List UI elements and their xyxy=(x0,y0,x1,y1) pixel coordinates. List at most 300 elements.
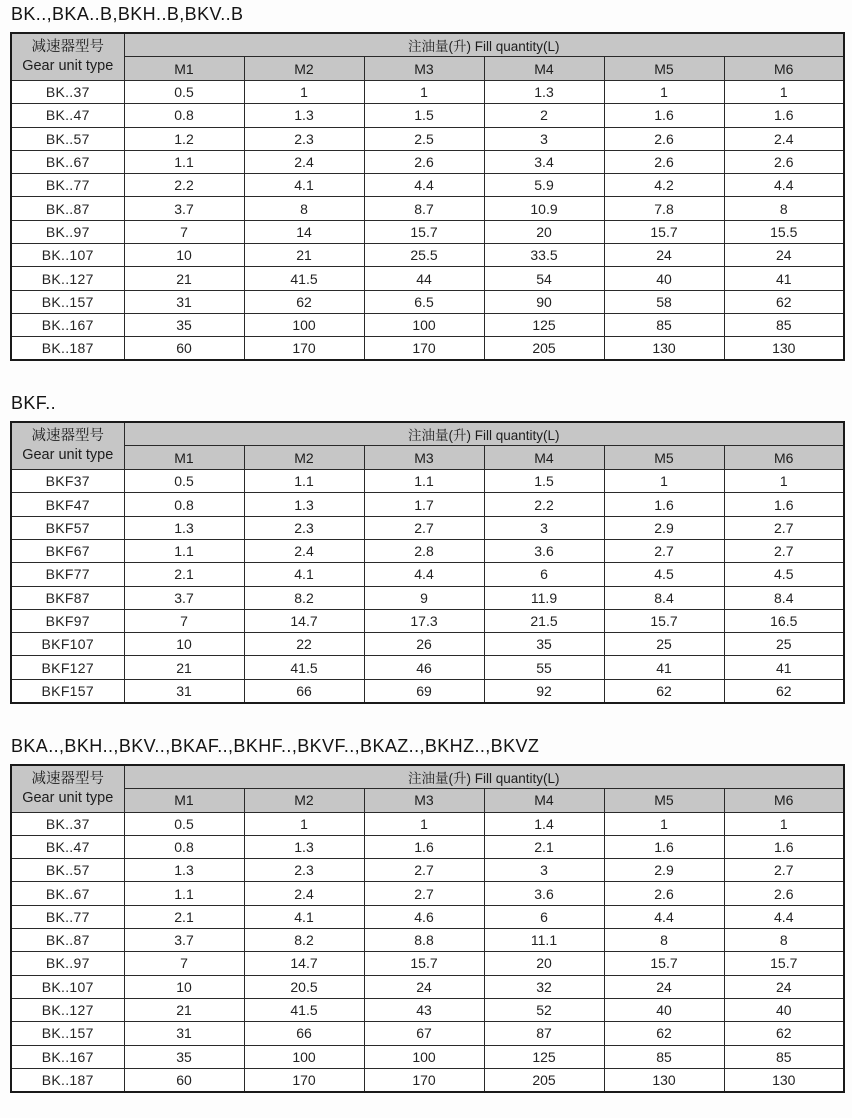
fill-quantity-cell: 4.4 xyxy=(364,174,484,197)
column-header-m3: M3 xyxy=(364,57,484,81)
fill-quantity-cell: 24 xyxy=(724,975,844,998)
fill-quantity-cell: 1.3 xyxy=(244,493,364,516)
fill-quantity-cell: 2.6 xyxy=(724,882,844,905)
fill-quantity-cell: 1.5 xyxy=(364,104,484,127)
fill-quantity-cell: 1 xyxy=(604,81,724,104)
fill-quantity-cell: 67 xyxy=(364,1022,484,1045)
fill-quantity-cell: 8.4 xyxy=(604,586,724,609)
table-body xyxy=(11,470,844,703)
fill-quantity-cell: 3.6 xyxy=(484,539,604,562)
fill-quantity-cell: 11.9 xyxy=(484,586,604,609)
fill-quantity-cell: 24 xyxy=(604,975,724,998)
table-row xyxy=(11,975,844,998)
table-row xyxy=(11,679,844,702)
gear-unit-model-cell: BK..77 xyxy=(11,174,124,197)
gear-unit-model-cell: BK..37 xyxy=(11,81,124,104)
table-row xyxy=(11,1068,844,1091)
fill-quantity-cell: 1.1 xyxy=(124,150,244,173)
fill-quantity-cell: 1 xyxy=(364,812,484,835)
fill-quantity-cell: 35 xyxy=(484,633,604,656)
fill-quantity-cell: 2.3 xyxy=(244,516,364,539)
fill-quantity-cell: 31 xyxy=(124,1022,244,1045)
fill-quantity-cell: 15.5 xyxy=(724,220,844,243)
table-row xyxy=(11,835,844,858)
fill-quantity-cell: 2.3 xyxy=(244,859,364,882)
fill-quantity-cell: 1 xyxy=(244,812,364,835)
fill-quantity-cell: 4.4 xyxy=(604,905,724,928)
fill-quantity-cell: 1.3 xyxy=(244,104,364,127)
fill-quantity-cell: 2.1 xyxy=(124,563,244,586)
gear-unit-model-cell: BKF57 xyxy=(11,516,124,539)
table-row xyxy=(11,337,844,360)
fill-quantity-cell: 125 xyxy=(484,1045,604,1068)
fill-quantity-cell: 1.6 xyxy=(724,104,844,127)
gear-unit-model-cell: BKF157 xyxy=(11,679,124,702)
gear-unit-model-cell: BKF97 xyxy=(11,609,124,632)
fill-quantity-cell: 3.4 xyxy=(484,150,604,173)
fill-quantity-cell: 15.7 xyxy=(364,952,484,975)
fill-quantity-cell: 85 xyxy=(604,1045,724,1068)
fill-quantity-cell: 15.7 xyxy=(604,609,724,632)
fill-quantity-cell: 7 xyxy=(124,609,244,632)
fill-quantity-cell: 21.5 xyxy=(484,609,604,632)
fill-quantity-cell: 1.6 xyxy=(364,835,484,858)
fill-quantity-cell: 4.1 xyxy=(244,563,364,586)
gear-unit-model-cell: BK..187 xyxy=(11,1068,124,1091)
table-row xyxy=(11,244,844,267)
table-row xyxy=(11,882,844,905)
fill-quantity-cell: 24 xyxy=(364,975,484,998)
fill-quantity-cell: 1.1 xyxy=(364,470,484,493)
fill-quantity-cell: 17.3 xyxy=(364,609,484,632)
gear-unit-type-header xyxy=(11,33,124,81)
fill-quantity-cell: 4.1 xyxy=(244,174,364,197)
gear-unit-model-cell: BK..127 xyxy=(11,267,124,290)
fill-quantity-cell: 2.4 xyxy=(724,127,844,150)
fill-quantity-cell: 62 xyxy=(604,679,724,702)
fill-quantity-cell: 21 xyxy=(244,244,364,267)
table-header xyxy=(11,33,844,81)
fill-quantity-cell: 55 xyxy=(484,656,604,679)
fill-quantity-cell: 0.5 xyxy=(124,81,244,104)
fill-quantity-cell: 8 xyxy=(724,197,844,220)
table-row xyxy=(11,104,844,127)
gear-unit-model-cell: BK..47 xyxy=(11,835,124,858)
fill-quantity-cell: 1 xyxy=(364,81,484,104)
fill-quantity-cell: 69 xyxy=(364,679,484,702)
fill-quantity-cell: 3 xyxy=(484,859,604,882)
fill-quantity-cell: 4.4 xyxy=(724,905,844,928)
fill-quantity-cell: 6.5 xyxy=(364,290,484,313)
fill-quantity-cell: 100 xyxy=(364,1045,484,1068)
gear-unit-model-cell: BK..167 xyxy=(11,1045,124,1068)
fill-quantity-cell: 2.7 xyxy=(724,539,844,562)
column-header-m5: M5 xyxy=(604,788,724,812)
fill-quantity-cell: 1.6 xyxy=(604,104,724,127)
fill-quantity-cell: 1.3 xyxy=(244,835,364,858)
table-row xyxy=(11,150,844,173)
fill-quantity-cell: 2.4 xyxy=(244,882,364,905)
fill-quantity-cell: 170 xyxy=(244,1068,364,1091)
gear-unit-model-cell: BK..47 xyxy=(11,104,124,127)
fill-quantity-cell: 43 xyxy=(364,998,484,1021)
column-header-m4: M4 xyxy=(484,446,604,470)
fill-quantity-cell: 14.7 xyxy=(244,952,364,975)
fill-quantity-cell: 7.8 xyxy=(604,197,724,220)
fill-quantity-cell: 2.6 xyxy=(604,127,724,150)
fill-quantity-cell: 2.1 xyxy=(124,905,244,928)
fill-quantity-cell: 1.6 xyxy=(724,835,844,858)
gear-unit-model-cell: BK..107 xyxy=(11,244,124,267)
fill-quantity-cell: 16.5 xyxy=(724,609,844,632)
fill-quantity-cell: 2.7 xyxy=(364,516,484,539)
fill-quantity-cell: 6 xyxy=(484,905,604,928)
table-row xyxy=(11,563,844,586)
fill-quantity-cell: 205 xyxy=(484,337,604,360)
gear-unit-type-label-en: Gear unit type xyxy=(22,789,114,806)
table-row xyxy=(11,952,844,975)
gear-unit-model-cell: BK..87 xyxy=(11,929,124,952)
fill-quantity-cell: 31 xyxy=(124,290,244,313)
fill-quantity-cell: 8.2 xyxy=(244,586,364,609)
fill-quantity-cell: 15.7 xyxy=(724,952,844,975)
fill-quantity-cell: 20 xyxy=(484,220,604,243)
table-title: BK..,BKA..B,BKH..B,BKV..B xyxy=(11,4,244,24)
fill-quantity-cell: 33.5 xyxy=(484,244,604,267)
gear-unit-type-label-en: Gear unit type xyxy=(22,58,114,74)
fill-quantity-cell: 41.5 xyxy=(244,998,364,1021)
fill-quantity-cell: 7 xyxy=(124,220,244,243)
gear-unit-model-cell: BK..97 xyxy=(11,220,124,243)
column-header-m1: M1 xyxy=(124,57,244,81)
table-row xyxy=(11,586,844,609)
fill-quantity-cell: 9 xyxy=(364,586,484,609)
column-header-m5: M5 xyxy=(604,57,724,81)
fill-quantity-cell: 2.7 xyxy=(724,859,844,882)
table-row xyxy=(11,998,844,1021)
fill-quantity-cell: 3 xyxy=(484,516,604,539)
fill-quantity-cell: 0.8 xyxy=(124,835,244,858)
fill-quantity-cell: 54 xyxy=(484,267,604,290)
fill-quantity-cell: 2.6 xyxy=(364,150,484,173)
fill-quantity-cell: 31 xyxy=(124,679,244,702)
column-header-m2: M2 xyxy=(244,57,364,81)
gear-unit-type-label-en: Gear unit type xyxy=(22,447,114,464)
gear-unit-model-cell: BK..97 xyxy=(11,952,124,975)
fill-quantity-cell: 25.5 xyxy=(364,244,484,267)
gear-unit-model-cell: BKF67 xyxy=(11,539,124,562)
fill-quantity-cell: 1.3 xyxy=(124,516,244,539)
fill-quantity-cell: 44 xyxy=(364,267,484,290)
gear-unit-model-cell: BKF77 xyxy=(11,563,124,586)
fill-quantity-cell: 8.8 xyxy=(364,929,484,952)
fill-quantity-cell: 32 xyxy=(484,975,604,998)
table-row xyxy=(11,656,844,679)
gear-unit-model-cell: BK..57 xyxy=(11,127,124,150)
fill-quantity-cell: 40 xyxy=(724,998,844,1021)
fill-quantity-cell: 170 xyxy=(364,1068,484,1091)
fill-quantity-cell: 205 xyxy=(484,1068,604,1091)
fill-quantity-cell: 8.7 xyxy=(364,197,484,220)
fill-quantity-cell: 8.2 xyxy=(244,929,364,952)
fill-quantity-cell: 24 xyxy=(724,244,844,267)
fill-quantity-cell: 90 xyxy=(484,290,604,313)
fill-quantity-cell: 2.9 xyxy=(604,516,724,539)
column-header-m2: M2 xyxy=(244,788,364,812)
fill-quantity-cell: 58 xyxy=(604,290,724,313)
fill-quantity-cell: 8 xyxy=(724,929,844,952)
fill-quantity-cell: 2.6 xyxy=(724,150,844,173)
fill-quantity-cell: 15.7 xyxy=(364,220,484,243)
fill-quantity-header: 注油量(升) Fill quantity(L) xyxy=(124,765,844,789)
fill-quantity-cell: 10.9 xyxy=(484,197,604,220)
fill-quantity-cell: 1.1 xyxy=(124,882,244,905)
fill-quantity-cell: 8 xyxy=(604,929,724,952)
fill-quantity-cell: 1.1 xyxy=(244,470,364,493)
column-header-m1: M1 xyxy=(124,446,244,470)
fill-quantity-cell: 22 xyxy=(244,633,364,656)
table-header xyxy=(11,422,844,470)
column-header-m5: M5 xyxy=(604,446,724,470)
column-header-m2: M2 xyxy=(244,446,364,470)
fill-quantity-cell: 62 xyxy=(604,1022,724,1045)
fill-quantity-cell: 3.7 xyxy=(124,586,244,609)
fill-quantity-cell: 125 xyxy=(484,313,604,336)
gear-unit-model-cell: BKF37 xyxy=(11,470,124,493)
fill-quantity-cell: 1.3 xyxy=(124,859,244,882)
fill-quantity-cell: 2.4 xyxy=(244,539,364,562)
table-row xyxy=(11,633,844,656)
table-row xyxy=(11,859,844,882)
fill-quantity-cell: 0.5 xyxy=(124,812,244,835)
fill-quantity-cell: 10 xyxy=(124,975,244,998)
fill-quantity-cell: 41.5 xyxy=(244,656,364,679)
fill-quantity-table xyxy=(10,764,845,1093)
fill-quantity-cell: 7 xyxy=(124,952,244,975)
gear-unit-type-label-zh: 减速器型号 xyxy=(31,770,104,787)
table-row xyxy=(11,470,844,493)
gear-unit-model-cell: BK..67 xyxy=(11,882,124,905)
fill-quantity-cell: 8.4 xyxy=(724,586,844,609)
fill-quantity-header: 注油量(升) Fill quantity(L) xyxy=(124,33,844,57)
fill-quantity-cell: 1.6 xyxy=(724,493,844,516)
table-row xyxy=(11,313,844,336)
fill-quantity-cell: 2.8 xyxy=(364,539,484,562)
table-body xyxy=(11,812,844,1092)
fill-quantity-cell: 24 xyxy=(604,244,724,267)
fill-quantity-cell: 2.7 xyxy=(724,516,844,539)
fill-quantity-cell: 35 xyxy=(124,313,244,336)
fill-quantity-cell: 15.7 xyxy=(604,220,724,243)
fill-quantity-cell: 4.4 xyxy=(364,563,484,586)
fill-quantity-cell: 2.2 xyxy=(484,493,604,516)
fill-quantity-cell: 5.9 xyxy=(484,174,604,197)
fill-quantity-cell: 130 xyxy=(604,337,724,360)
gear-unit-model-cell: BK..87 xyxy=(11,197,124,220)
fill-quantity-cell: 20 xyxy=(484,952,604,975)
fill-quantity-cell: 85 xyxy=(604,313,724,336)
fill-quantity-cell: 2.5 xyxy=(364,127,484,150)
gear-unit-model-cell: BK..157 xyxy=(11,1022,124,1045)
fill-quantity-cell: 10 xyxy=(124,633,244,656)
column-header-m3: M3 xyxy=(364,446,484,470)
gear-unit-type-label-zh: 减速器型号 xyxy=(31,428,104,445)
fill-quantity-cell: 40 xyxy=(604,267,724,290)
fill-quantity-cell: 0.8 xyxy=(124,104,244,127)
fill-quantity-cell: 10 xyxy=(124,244,244,267)
fill-quantity-cell: 11.1 xyxy=(484,929,604,952)
fill-quantity-cell: 2.7 xyxy=(604,539,724,562)
fill-quantity-cell: 6 xyxy=(484,563,604,586)
fill-quantity-cell: 2.1 xyxy=(484,835,604,858)
table-row xyxy=(11,493,844,516)
fill-quantity-cell: 1.2 xyxy=(124,127,244,150)
fill-quantity-cell: 1.1 xyxy=(124,539,244,562)
fill-quantity-cell: 2 xyxy=(484,104,604,127)
gear-unit-type-header xyxy=(11,765,124,813)
fill-quantity-cell: 1.6 xyxy=(604,493,724,516)
fill-quantity-cell: 41.5 xyxy=(244,267,364,290)
fill-quantity-cell: 2.9 xyxy=(604,859,724,882)
gear-unit-model-cell: BK..167 xyxy=(11,313,124,336)
fill-quantity-cell: 1.3 xyxy=(484,81,604,104)
fill-quantity-cell: 4.6 xyxy=(364,905,484,928)
column-header-m6: M6 xyxy=(724,446,844,470)
gear-unit-model-cell: BK..37 xyxy=(11,812,124,835)
gear-unit-type-label-zh: 减速器型号 xyxy=(31,39,104,56)
table-row xyxy=(11,267,844,290)
fill-quantity-cell: 130 xyxy=(604,1068,724,1091)
column-header-m6: M6 xyxy=(724,788,844,812)
fill-quantity-cell: 1 xyxy=(724,81,844,104)
fill-quantity-cell: 0.8 xyxy=(124,493,244,516)
table-row xyxy=(11,127,844,150)
table-row xyxy=(11,81,844,104)
fill-quantity-cell: 20.5 xyxy=(244,975,364,998)
column-header-m4: M4 xyxy=(484,57,604,81)
gear-unit-model-cell: BKF87 xyxy=(11,586,124,609)
fill-quantity-cell: 0.5 xyxy=(124,470,244,493)
fill-quantity-cell: 4.4 xyxy=(724,174,844,197)
table-row xyxy=(11,609,844,632)
fill-quantity-cell: 1.4 xyxy=(484,812,604,835)
gear-unit-model-cell: BK..157 xyxy=(11,290,124,313)
fill-quantity-cell: 92 xyxy=(484,679,604,702)
fill-quantity-cell: 2.7 xyxy=(364,882,484,905)
fill-quantity-cell: 15.7 xyxy=(604,952,724,975)
fill-quantity-table xyxy=(10,421,845,703)
fill-quantity-cell: 66 xyxy=(244,679,364,702)
fill-quantity-cell: 2.4 xyxy=(244,150,364,173)
table-section-bka-bkhz xyxy=(10,736,845,1093)
fill-quantity-cell: 35 xyxy=(124,1045,244,1068)
fill-quantity-cell: 21 xyxy=(124,267,244,290)
fill-quantity-cell: 1 xyxy=(724,470,844,493)
fill-quantity-cell: 62 xyxy=(724,1022,844,1045)
fill-quantity-cell: 1.6 xyxy=(604,835,724,858)
fill-quantity-header: 注油量(升) Fill quantity(L) xyxy=(124,422,844,446)
fill-quantity-cell: 3.7 xyxy=(124,929,244,952)
table-body xyxy=(11,81,844,361)
fill-quantity-cell: 1 xyxy=(244,81,364,104)
gear-unit-model-cell: BKF47 xyxy=(11,493,124,516)
fill-quantity-cell: 14 xyxy=(244,220,364,243)
table-row xyxy=(11,539,844,562)
table-row xyxy=(11,1022,844,1045)
table-row xyxy=(11,929,844,952)
gear-unit-type-header xyxy=(11,422,124,470)
fill-quantity-cell: 100 xyxy=(244,313,364,336)
fill-quantity-cell: 4.1 xyxy=(244,905,364,928)
fill-quantity-cell: 100 xyxy=(244,1045,364,1068)
fill-quantity-cell: 21 xyxy=(124,656,244,679)
table-row xyxy=(11,812,844,835)
table-row xyxy=(11,174,844,197)
fill-quantity-cell: 46 xyxy=(364,656,484,679)
fill-quantity-cell: 60 xyxy=(124,1068,244,1091)
fill-quantity-cell: 52 xyxy=(484,998,604,1021)
fill-quantity-cell: 4.2 xyxy=(604,174,724,197)
fill-quantity-cell: 2.2 xyxy=(124,174,244,197)
gear-unit-model-cell: BK..67 xyxy=(11,150,124,173)
fill-quantity-cell: 100 xyxy=(364,313,484,336)
fill-quantity-table xyxy=(10,32,845,361)
column-header-m1: M1 xyxy=(124,788,244,812)
table-row xyxy=(11,1045,844,1068)
table-title: BKF.. xyxy=(11,393,57,414)
fill-quantity-cell: 4.5 xyxy=(604,563,724,586)
fill-quantity-cell: 2.7 xyxy=(364,859,484,882)
fill-quantity-cell: 41 xyxy=(724,267,844,290)
column-header-m4: M4 xyxy=(484,788,604,812)
fill-quantity-cell: 60 xyxy=(124,337,244,360)
table-row xyxy=(11,516,844,539)
fill-quantity-cell: 130 xyxy=(724,337,844,360)
fill-quantity-cell: 1 xyxy=(604,812,724,835)
fill-quantity-cell: 25 xyxy=(604,633,724,656)
fill-quantity-cell: 1.7 xyxy=(364,493,484,516)
fill-quantity-cell: 85 xyxy=(724,1045,844,1068)
gear-unit-model-cell: BK..57 xyxy=(11,859,124,882)
fill-quantity-cell: 40 xyxy=(604,998,724,1021)
fill-quantity-cell: 130 xyxy=(724,1068,844,1091)
gear-unit-model-cell: BK..187 xyxy=(11,337,124,360)
fill-quantity-cell: 41 xyxy=(604,656,724,679)
gear-unit-model-cell: BK..127 xyxy=(11,998,124,1021)
fill-quantity-cell: 2.6 xyxy=(604,882,724,905)
fill-quantity-cell: 21 xyxy=(124,998,244,1021)
gear-unit-model-cell: BKF107 xyxy=(11,633,124,656)
fill-quantity-cell: 62 xyxy=(724,290,844,313)
fill-quantity-cell: 4.5 xyxy=(724,563,844,586)
fill-quantity-cell: 3 xyxy=(484,127,604,150)
fill-quantity-cell: 1 xyxy=(604,470,724,493)
table-row xyxy=(11,197,844,220)
table-row xyxy=(11,290,844,313)
fill-quantity-cell: 2.3 xyxy=(244,127,364,150)
table-header xyxy=(11,765,844,813)
table-section-bkf xyxy=(10,393,845,703)
fill-quantity-cell: 14.7 xyxy=(244,609,364,632)
fill-quantity-cell: 3.6 xyxy=(484,882,604,905)
gear-unit-model-cell: BK..77 xyxy=(11,905,124,928)
fill-quantity-cell: 170 xyxy=(364,337,484,360)
fill-quantity-cell: 1 xyxy=(724,812,844,835)
fill-quantity-cell: 85 xyxy=(724,313,844,336)
table-row xyxy=(11,220,844,243)
table-title: BKA..,BKH..,BKV..,BKAF..,BKHF..,BKVF..,BKAZ..,BKHZ..,BKVZ xyxy=(11,735,540,756)
fill-quantity-cell: 3.7 xyxy=(124,197,244,220)
